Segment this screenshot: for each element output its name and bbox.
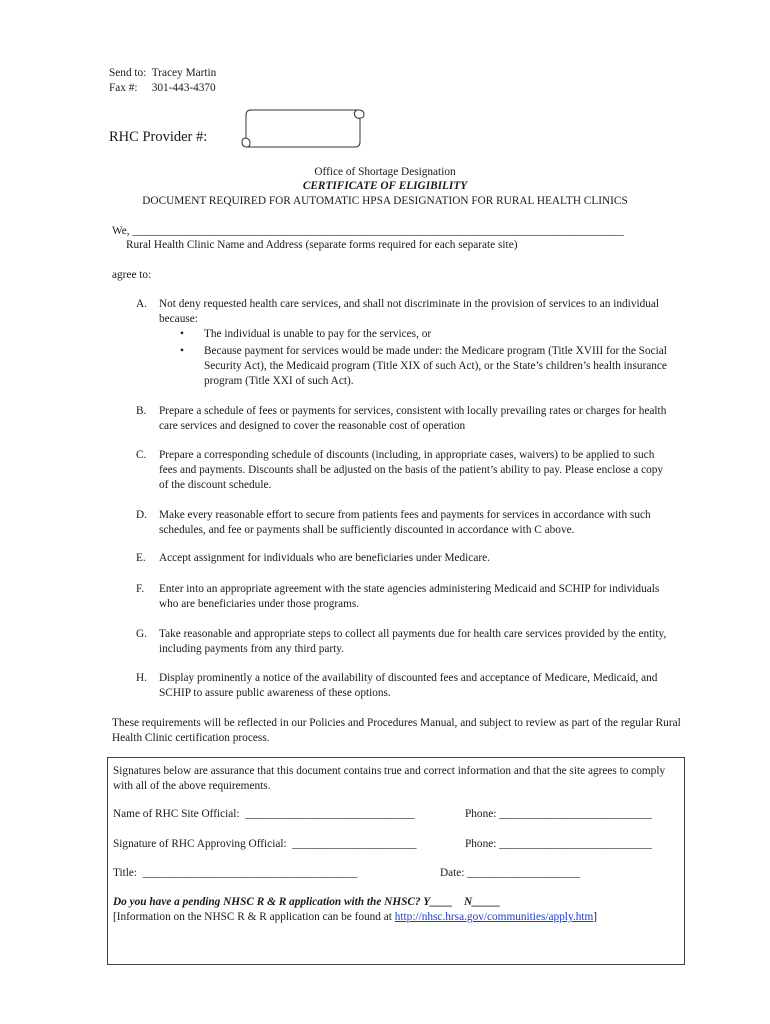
bullet-icon: • (180, 328, 184, 340)
nhsc-apply-link[interactable]: http://nhsc.hrsa.gov/communities/apply.htm (394, 911, 594, 923)
phone-field-2[interactable]: Phone: ___________________________ (465, 838, 652, 850)
list-letter: A. (136, 298, 147, 310)
we-line: We, _______________________________________________________________________________________ (112, 225, 624, 237)
list-letter: C. (136, 449, 147, 461)
name-address-caption: Rural Health Clinic Name and Address (separate forms required for each separate site) (126, 239, 518, 251)
list-letter: H. (136, 672, 147, 684)
list-letter: F. (136, 583, 145, 595)
requirements-note: These requirements will be reflected in our Policies and Procedures Manual, and subject to review as part of the regular Rural Health Clinic certification process. (112, 717, 681, 744)
bullet-text: Because payment for services would be made under: the Medicare program (Title XVIII for the Social Security Act), the Medicaid program (Title XIX of such Act), or the State’s children’s health insurance program (Title XXI of such Act). (204, 345, 667, 387)
provider-number-scroll-box[interactable] (241, 106, 365, 150)
fax-label: Fax #: (109, 82, 138, 94)
agree-to-text: agree to: (112, 269, 152, 281)
list-letter: B. (136, 405, 147, 417)
list-text: Prepare a schedule of fees or payments for services, consistent with locally prevailing rates or charges for health care services and designed to cover the reasonable cost of operation (159, 405, 667, 432)
list-text: Display prominently a notice of the availability of discounted fees and acceptance of Medicare, Medicaid, and SCHIP to assure public awareness of these options. (159, 672, 658, 699)
fax-line (109, 81, 216, 96)
send-to-name: Tracey Martin (151, 67, 217, 79)
bullet-text: The individual is unable to pay for the services, or (204, 328, 432, 340)
document-title: DOCUMENT REQUIRED FOR AUTOMATIC HPSA DESIGNATION FOR RURAL HEALTH CLINICS (142, 195, 628, 207)
approving-official-field[interactable]: Signature of RHC Approving Official: ______________________ (113, 838, 417, 850)
list-text: Not deny requested health care services, and shall not discriminate in the provision of services to an individual because: (159, 298, 660, 325)
send-to-label: Send to: (109, 67, 147, 79)
list-letter: E. (136, 552, 146, 564)
rhc-provider-label: RHC Provider #: (109, 129, 208, 145)
bullet-icon: • (180, 345, 184, 357)
list-text: Make every reasonable effort to secure from patients fees and payments for services in accordance with such schedules, and fee or payments shall be sufficiently discounted in accordance with C above. (159, 509, 651, 536)
list-text: Enter into an appropriate agreement with the state agencies administering Medicaid and SCHIP for individuals who are beneficiaries under those programs. (159, 583, 660, 610)
phone-field-1[interactable]: Phone: ___________________________ (465, 808, 652, 820)
list-letter: D. (136, 509, 147, 521)
certificate-title: CERTIFICATE OF ELIGIBILITY (302, 180, 468, 192)
assurance-text: Signatures below are assurance that this document contains true and correct information and that the site agrees to comply with all of the above requirements. (113, 765, 666, 792)
site-official-field[interactable]: Name of RHC Site Official: ______________________________ (113, 808, 415, 820)
nhsc-question[interactable]: Do you have a pending NHSC R & R application with the NHSC? Y____ N_____ (113, 896, 501, 908)
scroll-shape-icon (241, 106, 365, 150)
list-letter: G. (136, 628, 147, 640)
list-text: Take reasonable and appropriate steps to collect all payments due for health care services provided by the entity, including payments from any third party. (159, 628, 667, 655)
date-field[interactable]: Date: ____________________ (440, 867, 581, 879)
list-text: Prepare a corresponding schedule of discounts (including, in appropriate cases, waivers) to be applied to such fees and payments. Discounts shall be adjusted on the basis of the patient’s ability to pay. Please enclose a copy of the discount schedule. (159, 449, 664, 491)
nhsc-info-prefix: [Information on the NHSC R & R application can be found at (113, 911, 395, 923)
office-title: Office of Shortage Designation (314, 166, 456, 178)
nhsc-info-line (113, 910, 597, 925)
fax-number: 301-443-4370 (151, 82, 216, 94)
nhsc-info-suffix: ] (593, 911, 598, 923)
list-text: Accept assignment for individuals who are beneficiaries under Medicare. (159, 552, 490, 564)
send-to-line (109, 66, 216, 81)
title-field[interactable]: Title: ______________________________________ (113, 867, 358, 879)
